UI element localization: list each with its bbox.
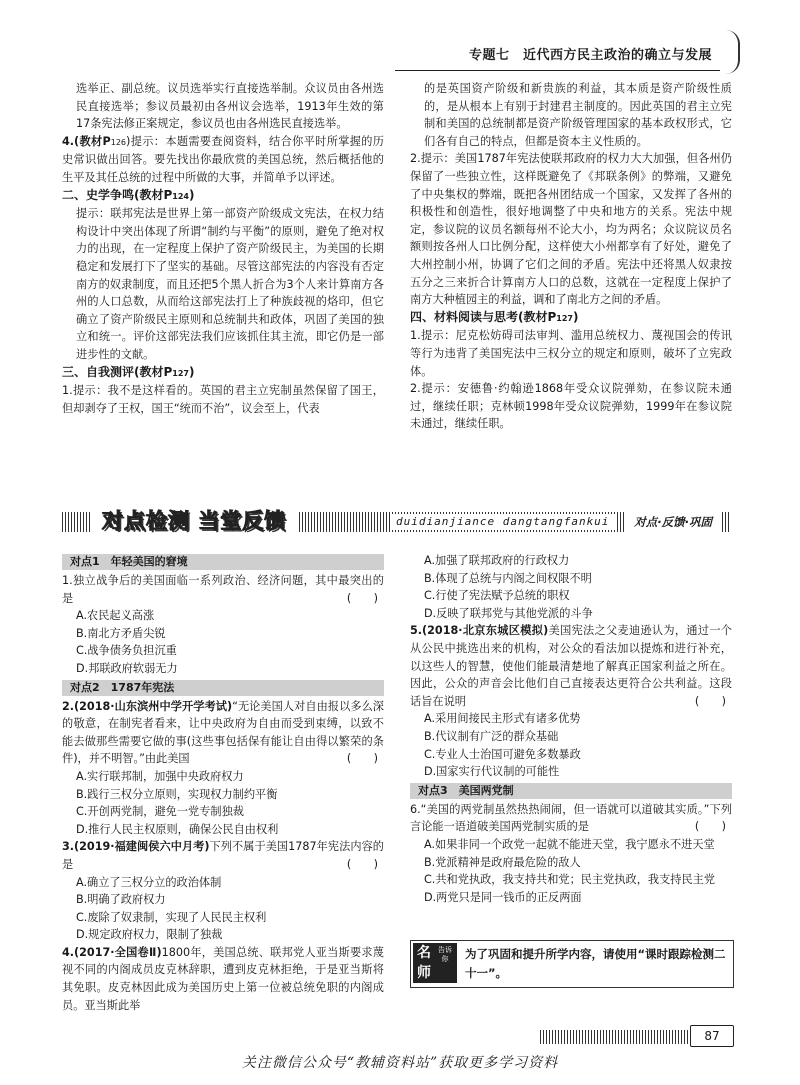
option: A.采用间接民主形式有诸多优势 <box>424 712 581 726</box>
badge-sublabel: 告诉你 <box>438 946 452 963</box>
option: D.邦联政府软弱无力 <box>76 661 178 675</box>
answer-label: 4.(教材P <box>62 134 111 148</box>
right-column-exercises <box>410 552 732 906</box>
banner-subtitle: 对点·反馈·巩固 <box>626 512 720 532</box>
option: C.专业人士治国可避免多数暴政 <box>424 747 581 761</box>
teacher-badge <box>413 943 457 983</box>
left-column-exercises <box>62 552 384 1014</box>
point-heading-2: 对点2 1787年宪法 <box>62 680 384 696</box>
answer-paragraph: 2.提示：美国1787年宪法使联邦政府的权力大大加强，但各州仍保留了一些独立性，这样既避免了《邦联条例》的弊端，又避免了中央集权的弊端，既把各州团结成一个国家，又发挥了各州的积极性和创造性，很好地调整了中央和地方的关系。宪法中规定，参议院的议员名额每州不论大小，均为两名；众议院议员名额则按各州人口比例分配，这样使大小州都享有了好处，避免了大州控制小州，协调了它们之间的矛盾。宪法中还将黑人奴隶按五分之三来折合计算南方人口的总数，这就在一定程度上保护了南方大种植园主的利益，调和了南北方之间的矛盾。 <box>410 152 732 307</box>
banner-pinyin: duidianjiance dangtangfankui <box>390 514 615 530</box>
answer-text: )提示：本题需要查阅资料，结合你平时所掌握的历史常识做出回答。要先找出你最欣赏的美国总统，然后概括他的生平及其任总统的过程中所做的大事，并简单予以评述。 <box>62 134 384 184</box>
chapter-title: 专题七 近代西方民主政治的确立与发展 <box>468 48 712 63</box>
option: C.行使了宪法赋予总统的职权 <box>424 589 570 603</box>
section-heading-2: 二、史学争鸣(教材P124) <box>62 187 195 202</box>
option: B.践行三权分立原则，实现权力制约平衡 <box>76 787 278 801</box>
question-5: 5.(2018·北京东城区模拟)美国宪法之父麦迪逊认为，通过一个从公民中挑选出来的机构，对公众的看法加以提炼和进行补充，以这些人的智慧，使他们能最清楚地了解真正国家利益之所在。因此，公众的声音会比他们自己直接表达更符合公共利益。这段话旨在说明 ( ) <box>410 624 732 708</box>
answer-paragraph: 选举正、副总统。议员选举实行直接选举制。众议员由各州选民直接选举；参议员最初由各州议会选举，1913年生效的第17条宪法修正案规定，参议员也由各州选民直接选举。 <box>76 82 384 131</box>
option: B.明确了政府权力 <box>76 893 166 907</box>
question-1: 1.独立战争后的美国面临一系列政治、经济问题，其中最突出的是 ( ) <box>62 574 384 605</box>
option: C.开创两党制，避免一党专制独裁 <box>76 805 244 819</box>
right-column-answers <box>410 80 732 433</box>
option: B.南北方矛盾尖锐 <box>76 626 166 640</box>
option: A.加强了联邦政府的行政权力 <box>424 554 570 567</box>
point-heading-1: 对点1 年轻美国的窘境 <box>62 554 384 570</box>
answer-paragraph: 1.提示：尼克松妨碍司法审判、滥用总统权力、蔑视国会的传讯等行为违背了美国宪法中三权分立的规定和原则，破坏了立宪政体。 <box>410 329 732 378</box>
tip-text: 为了巩固和提升所学内容，请使用“课时跟踪检测二十一”。 <box>465 947 726 980</box>
option: A.农民起义高涨 <box>76 609 155 623</box>
option: C.共和党执政，我支持共和党；民主党执政，我支持民主党 <box>424 873 716 887</box>
option: D.反映了联邦党与其他党派的斗争 <box>424 606 593 620</box>
option: B.代议制有广泛的群众基础 <box>424 729 559 743</box>
answer-paragraph: 1.提示：我不是这样看的。英国的君主立宪制虽然保留了国王，但却剥夺了王权，国王“统而不治”，议会至上，代表 <box>62 384 384 415</box>
header-rule <box>395 70 720 71</box>
teacher-tip-box <box>410 940 734 988</box>
left-column-answers <box>62 80 384 417</box>
question-3: 3.(2019·福建闽侯六中月考)下列不属于美国1787年宪法内容的是 ( ) <box>62 840 384 871</box>
option: D.两党只是同一钱币的正反两面 <box>424 890 582 904</box>
option: D.推行人民主权原则，确保公民自由权利 <box>76 822 279 836</box>
answer-item-4 <box>62 133 384 187</box>
page-number: 87 <box>690 1025 734 1047</box>
answer-paragraph: 的是英国资产阶级和新贵族的利益，其本质是资产阶级性质的，是从根本上有别于封建君主制度的。因此英国的君主立宪制和美国的总统制都是资产阶级管理国家的基本政权形式，它们各有自己的特点，但都是资本主义性质的。 <box>424 82 732 148</box>
option: B.体现了总统与内阁之间权限不明 <box>424 571 592 585</box>
option: A.确立了三权分立的政治体制 <box>76 875 222 889</box>
page-ref: 126 <box>110 137 127 147</box>
option: D.规定政府权力，限制了独裁 <box>76 928 223 942</box>
answer-paragraph: 提示：联邦宪法是世界上第一部资产阶级成文宪法，在权力结构设计中突出体现了所谓“制约与平衡”的原则，避免了绝对权力的出现，在一定程度上保护了资产阶级民主，为美国的长期稳定和发展打下了坚实的基础。尽管这部宪法的内容没有否定南方的奴隶制度，而且还把5个黑人折合为3个人来计算南方各州的人口总数，从而给这部宪法打上了种族歧视的烙印，但它确立了资产阶级民主原则和总统制共和政体，巩固了美国的独立和统一。评价这部宪法我们应该抓住其主流，即它仍是一部进步性的文献。 <box>76 207 384 361</box>
question-4: 4.(2017·全国卷Ⅱ)1800年，美国总统、联邦党人亚当斯要求蔑视不同的内阁成员皮克林辞职，遭到皮克林拒绝，于是亚当斯将其免职。皮克林因此成为美国历史上第一位被总统免职的内阁成员。亚当斯此举 <box>62 945 384 1012</box>
option: B.党派精神是政府最危险的敌人 <box>424 855 581 869</box>
point-heading-3: 对点3 美国两党制 <box>410 783 732 799</box>
question-2: 2.(2018·山东滨州中学开学考试)“无论美国人对自由报以多么深的敬意，在制宪者看来，让中央政府为自由而受到束缚，以致不能去做那些需要它做的事(这些事包括保有能让自由得以繁荣的条件)，并不明智。”由此美国 ( ) <box>62 699 384 766</box>
section-heading-3: 三、自我测评(教材P127) <box>62 364 195 379</box>
option: C.战争债务负担沉重 <box>76 644 177 658</box>
option: A.实行联邦制，加强中央政府权力 <box>76 769 244 783</box>
header-bracket-decoration <box>724 30 740 74</box>
question-6: 6.“美国的两党制虽然热热闹闹，但一语就可以道破其实质。”下列言论能一语道破美国两党制实质的是 ( ) <box>410 802 732 834</box>
section-heading-4: 四、材料阅读与思考(教材P127) <box>410 309 579 324</box>
option: C.废除了奴隶制，实现了人民民主权利 <box>76 910 267 924</box>
section-banner <box>62 506 730 536</box>
option: D.国家实行代议制的可能性 <box>424 765 560 779</box>
badge-label: 名师 <box>417 945 431 981</box>
banner-title: 对点检测 当堂反馈 <box>90 506 298 536</box>
option: A.如果非同一个政党一起就不能进天堂，我宁愿永不进天堂 <box>424 837 715 851</box>
answer-paragraph: 2.提示：安德鲁·约翰逊1868年受众议院弹劾，在参议院未通过，继续任职；克林顿1998年受众议院弹劾，1999年在参议院未通过，继续任职。 <box>410 382 732 431</box>
footer-note: 关注微信公众号“教辅资料站”获取更多学习资料 <box>241 1055 559 1071</box>
